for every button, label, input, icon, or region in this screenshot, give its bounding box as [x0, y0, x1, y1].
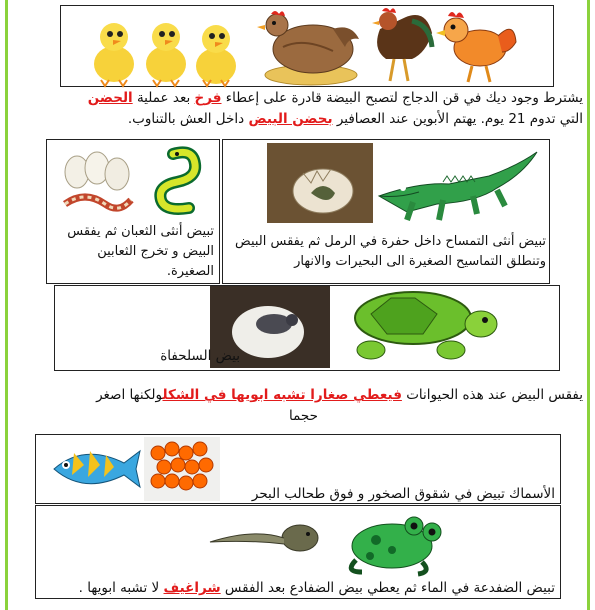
snake-icon [143, 144, 213, 214]
hatching-text-a: يفقس البيض عند هذه الحيوانات [401, 387, 583, 403]
fish-description: الأسماك تبيض في شقوق الصخور و فوق طحالب البحر [251, 486, 555, 502]
poultry-image-box [60, 5, 554, 87]
snake-description: تبيض أنثى الثعبان ثم يفقس البيض و تخرج الثعابين الصغيرة. [67, 224, 214, 279]
chicken-text-b: بعد عملية [132, 90, 195, 106]
crocodile-icon [373, 144, 543, 228]
chicken-text-d: داخل العش بالتناوب. [127, 111, 249, 127]
rooster-icon [366, 7, 436, 85]
crocodile-hatchling-icon [267, 143, 377, 225]
frog-description [35, 578, 555, 598]
frog-icon [336, 510, 446, 576]
left-margin-rule [5, 0, 8, 610]
keyword-incubation: الحضن [87, 90, 133, 106]
hatching-note-line1 [23, 385, 583, 405]
keyword-egg-brooding: بحضن البيض [248, 111, 333, 127]
rooster-cartoon-icon [436, 8, 518, 84]
frog-text-b: لا تشبه ابويها . [78, 580, 164, 596]
turtle-caption: بيض السلحفاة [160, 348, 240, 364]
chicken-paragraph-line2 [23, 109, 583, 129]
hatching-note-line2: حجما [289, 408, 318, 424]
chick-icon [89, 12, 239, 88]
chicken-text-a: يشترط وجود ديك في قن الدجاج لتصبح البيضة قادرة على إعطاء [221, 90, 583, 106]
hatching-text-b: ولكنها اصغر [96, 387, 163, 403]
turtle-box [54, 285, 560, 371]
hen-icon [261, 7, 361, 85]
frog-text-a: تبيض الضفدعة في الماء ثم يعطي بيض الضفادع بعد الفقس [220, 580, 555, 596]
crocodile-description: تبيض أنثى التمساح داخل حفرة في الرمل ثم يفقس البيض وتنطلق التماسيح الصغيرة الى البحيرات والانهار [235, 234, 546, 269]
snake-eggs-icon [57, 146, 137, 216]
chicken-paragraph-line1 [23, 88, 583, 108]
chicken-text-c: التي تدوم 21 يوم. يهتم الأبوين عند العصافير [332, 111, 583, 127]
fish-eggs-icon [144, 437, 220, 501]
keyword-chick: فرخ [194, 90, 222, 106]
fish-icon [44, 439, 144, 499]
tadpole-icon [206, 514, 326, 564]
keyword-resemble-parents: فيعطي صغارا تشبه ابويها في الشكل [162, 387, 402, 403]
right-margin-rule [587, 0, 590, 610]
turtle-icon [331, 288, 501, 368]
keyword-tadpoles: شراغيف [163, 580, 221, 596]
